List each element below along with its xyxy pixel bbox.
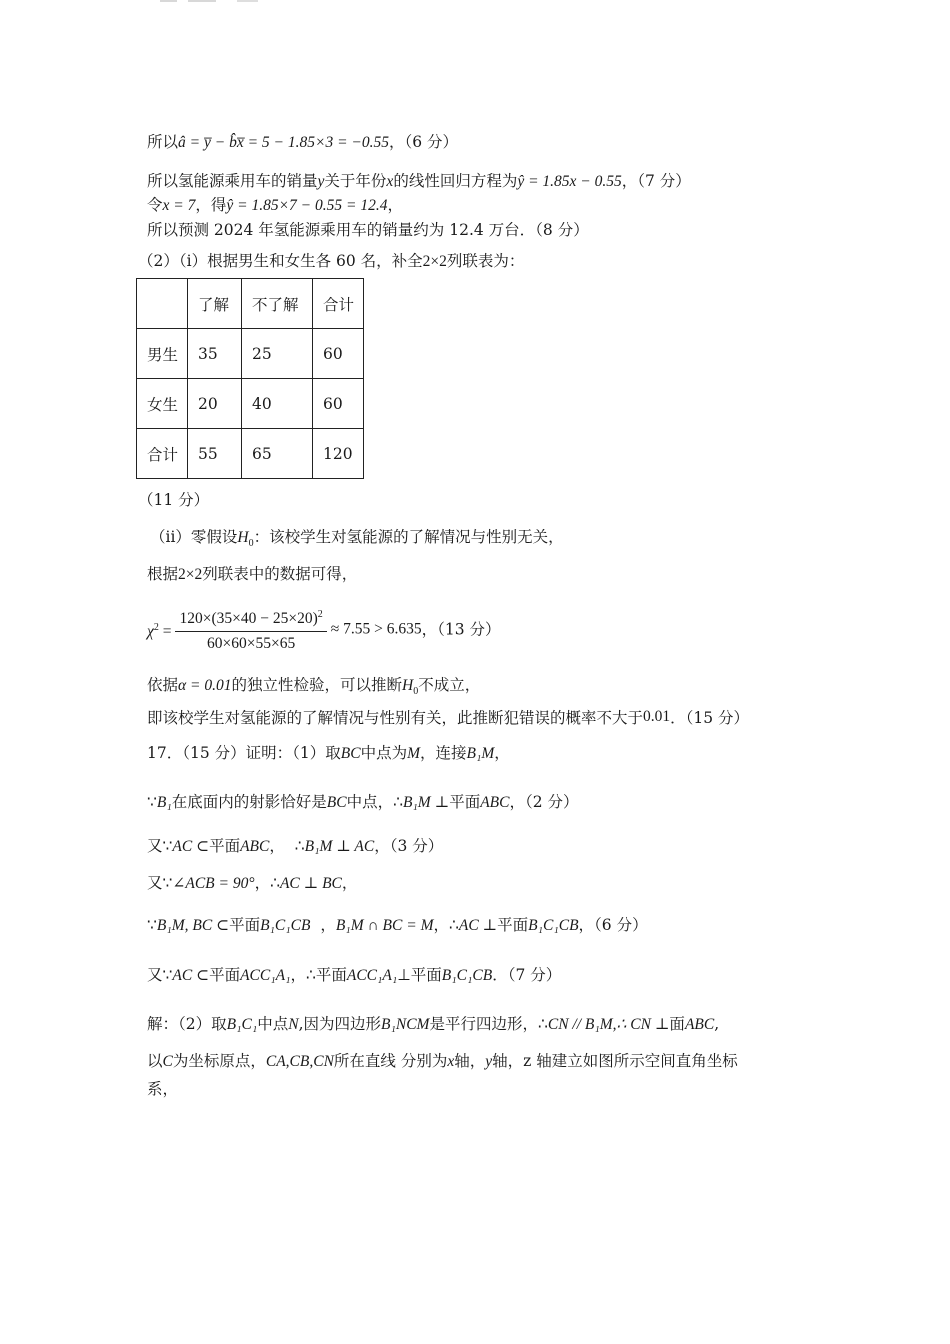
text: 所以氢能源乘用车的销量 [147, 172, 318, 190]
because-symbol: ∵ [147, 794, 157, 811]
line-q17 [147, 742, 510, 765]
text: 是平行四边形， [429, 1015, 538, 1033]
math-symbol: BC [340, 745, 361, 762]
math-symbol: B₁M ⊥ AC [304, 838, 375, 855]
table-cell: 35 [188, 329, 242, 379]
math-symbol: CN // B₁M,∴ CN ⊥ [547, 1016, 670, 1033]
math-symbol: AC ⊂ [172, 838, 210, 855]
math-symbol: B₁C₁CB [260, 917, 311, 934]
math-symbol: AC ⊥ [458, 917, 498, 934]
predicted-value: ŷ = 1.85×7 − 0.55 = 12.4 [226, 197, 388, 214]
text: 列联表为： [446, 252, 525, 270]
because-symbol: ∵ [162, 967, 173, 984]
therefore-symbol: ∴ [393, 794, 403, 811]
text: 又 [147, 837, 163, 855]
math-symbol: ABC [480, 794, 510, 811]
text: 为坐标原点， [172, 1052, 266, 1070]
therefore-symbol: ∴ [305, 967, 316, 984]
text: 关于年份 [324, 172, 387, 190]
text: 平面 [497, 916, 529, 934]
line-solution-2 [147, 1013, 719, 1036]
text: 解：（2）取 [147, 1015, 227, 1033]
line-step3 [147, 835, 443, 858]
line-conclusion: 所以预测 2024 年氢能源乘用车的销量约为 12.4 万台．（8 分） [147, 221, 589, 239]
table-cell: 55 [188, 429, 242, 479]
hypothesis-symbol: H [237, 529, 249, 546]
text: , [714, 1015, 720, 1033]
text: 依据 [147, 676, 179, 694]
table-cell: 40 [242, 379, 313, 429]
text: 的线性回归方程为 [393, 172, 518, 190]
text: 120×(35×40 − 25×20) [179, 610, 318, 628]
table-cell: 了解 [188, 279, 242, 329]
math-symbol: y [485, 1053, 493, 1070]
text: ，（13 分） [421, 620, 501, 639]
alpha-value: α = 0.01 [178, 677, 232, 694]
table-cell: 女生 [137, 379, 188, 429]
text: ：该校学生对氢能源的了解情况与性别无关， [253, 528, 564, 546]
text: 根据 [147, 565, 179, 583]
therefore-symbol: ∴ [294, 838, 305, 855]
line-prediction [147, 194, 403, 217]
text: 所以 [147, 133, 179, 151]
fraction-denominator: 60×60×55×65 [206, 635, 296, 653]
var-y: y [317, 173, 325, 190]
text: ， [269, 837, 285, 855]
math-symbol: ABC [684, 1016, 715, 1033]
text: ， [433, 916, 449, 934]
table-cell [137, 279, 188, 329]
line-alpha [147, 674, 480, 703]
subscript: 0 [413, 686, 419, 698]
subscript: 0 [248, 538, 254, 550]
text: 中点 [257, 1015, 289, 1033]
text: 平面 [229, 916, 261, 934]
text: ， [387, 196, 403, 214]
x-value: x = 7 [162, 197, 196, 214]
probability-value: 0.01 [643, 708, 671, 725]
chi-result: ≈ 7.55 > 6.635 [330, 620, 422, 638]
line-system: 系， [147, 1080, 179, 1098]
superscript: 2 [153, 621, 159, 633]
intercept-formula: â = y̅ − b̂x̅ = 5 − 1.85×3 = −0.55 [178, 134, 389, 151]
table-cell: 合计 [313, 279, 364, 329]
because-symbol: ∵ [162, 875, 173, 892]
math-symbol: x [447, 1053, 455, 1070]
contingency-table [136, 278, 364, 479]
text: 平面 [449, 793, 481, 811]
text: （2）（i）根据男生和女生各 60 名，补全 [138, 252, 423, 270]
math-symbol: CA,CB,CN [265, 1053, 334, 1070]
table-cell: 25 [242, 329, 313, 379]
text: 面 [669, 1015, 685, 1033]
math-symbol: B₁ [156, 794, 172, 811]
line-angle [147, 872, 357, 895]
regression-equation: ŷ = 1.85x − 0.55 [517, 173, 622, 190]
table-row [137, 329, 364, 379]
math-symbol: M [407, 745, 420, 762]
text: （ii）零假设 [150, 528, 238, 546]
chi-square-formula [147, 605, 501, 654]
line-step6 [147, 914, 648, 937]
text: 中点为 [360, 744, 408, 762]
table-size: 2×2 [422, 253, 447, 270]
text: 轴， [454, 1052, 486, 1070]
therefore-symbol: ∴ [270, 875, 280, 892]
text: ，（7 分） [621, 172, 691, 190]
line-part2 [138, 250, 524, 273]
math-symbol: ABC [240, 838, 270, 855]
chi-symbol: $\chi^2$ = [147, 621, 172, 640]
var-x: x [386, 173, 394, 190]
line-coordinates [147, 1050, 738, 1073]
text: ，（6 分） [389, 133, 459, 151]
math-symbol: B₁C₁ [226, 1016, 258, 1033]
line-regression [147, 170, 691, 193]
therefore-symbol: ∴ [537, 1016, 548, 1033]
table-cell: 20 [188, 379, 242, 429]
top-edge-artifact [160, 0, 300, 2]
table-cell: 60 [313, 329, 364, 379]
therefore-symbol: ∴ [449, 917, 459, 934]
math-symbol: ∠ACB = 90° [172, 875, 255, 892]
math-symbol: C [162, 1053, 173, 1070]
text: ，连接 [420, 744, 467, 762]
text: ，得 [195, 196, 227, 214]
text: ,因为四边形 [298, 1015, 382, 1033]
hypothesis-symbol: H [402, 677, 414, 694]
because-symbol: ∵ [162, 838, 173, 855]
line-projection [147, 791, 579, 814]
chi-fraction [175, 605, 326, 654]
text: 17．（15 分）证明：（1）取 [147, 744, 341, 762]
text: ， [494, 744, 510, 762]
table-cell: 120 [313, 429, 364, 479]
text: ．（15 分） [670, 709, 750, 727]
text: 平面 [410, 966, 442, 984]
superscript: 2 [317, 609, 323, 620]
text: χ [147, 622, 154, 640]
text: 列联表中的数据可得， [202, 565, 358, 583]
math-symbol: AC ⊥ BC [279, 875, 342, 892]
table-header-row [137, 279, 364, 329]
text: ，（2 分） [509, 793, 579, 811]
line-step7 [147, 964, 561, 987]
text: ，（3 分） [374, 837, 444, 855]
text: 又 [147, 874, 163, 892]
math-symbol: B₁C₁CB [528, 917, 579, 934]
text: 中点， [346, 793, 394, 811]
math-symbol: AC ⊂ [172, 967, 210, 984]
perp-symbol: ⊥ [397, 967, 411, 984]
math-symbol: ACC₁A₁ [240, 967, 291, 984]
because-symbol: ∵ [147, 917, 157, 934]
text: 即该校学生对氢能源的了解情况与性别有关，此推断犯错误的概率不大于 [147, 709, 644, 727]
text: 的独立性检验，可以推断 [231, 676, 403, 694]
text: ．（7 分） [492, 966, 562, 984]
table-cell: 60 [313, 379, 364, 429]
line-intercept [147, 131, 458, 154]
text: ， [254, 874, 271, 892]
table-size: 2×2 [178, 566, 203, 583]
table-cell: 65 [242, 429, 313, 479]
text: ， [341, 874, 358, 892]
table-cell: 合计 [137, 429, 188, 479]
math-symbol: B₁M ⊥ [402, 794, 450, 811]
table-row [137, 379, 364, 429]
math-symbol: B₁M ∩ BC = M [335, 917, 434, 934]
text: 令 [147, 196, 163, 214]
table-cell: 男生 [137, 329, 188, 379]
text: 平面 [209, 837, 241, 855]
text: 平面 [315, 966, 347, 984]
line-based-on [147, 563, 357, 586]
text: 又 [147, 966, 163, 984]
math-symbol: B₁NCM [381, 1016, 430, 1033]
math-symbol: ACC₁A₁ [346, 967, 398, 984]
score-11: （11 分） [138, 491, 210, 509]
text: 不成立， [418, 676, 481, 694]
table-cell: 不了解 [242, 279, 313, 329]
math-symbol: BC [326, 794, 347, 811]
math-symbol: B₁M [466, 745, 495, 762]
text: ， [290, 966, 306, 984]
math-symbol: N [288, 1016, 299, 1033]
math-symbol: B₁C₁CB [441, 967, 493, 984]
table-row [137, 429, 364, 479]
text: 在底面内的射影恰好是 [171, 793, 327, 811]
text: 平面 [209, 966, 241, 984]
line-conclusion-2 [147, 706, 749, 729]
text: 所在直线 分别为 [333, 1052, 448, 1070]
text: ，（6 分） [578, 916, 648, 934]
line-hypothesis [150, 526, 564, 555]
text: ， [320, 916, 336, 934]
text: 以 [147, 1052, 163, 1070]
fraction-numerator [175, 605, 326, 632]
math-symbol: B₁M, BC ⊂ [156, 917, 230, 934]
text: 轴，z 轴建立如图所示空间直角坐标 [492, 1052, 738, 1070]
